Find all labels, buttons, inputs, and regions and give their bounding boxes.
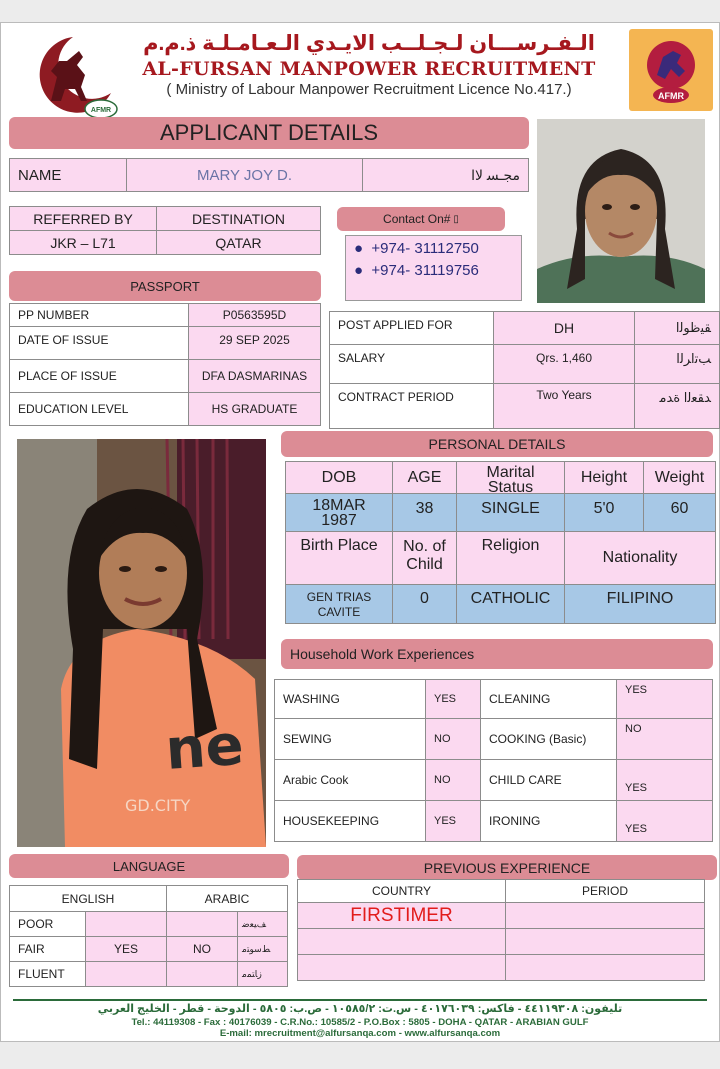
applicant-details-heading: APPLICANT DETAILS [9, 117, 529, 149]
arabic-column: ARABIC [166, 885, 288, 912]
weight-label: Weight [643, 461, 716, 494]
horse-logo-left [21, 31, 121, 123]
marital-status-label: Marital Status [456, 461, 565, 494]
age-value: 38 [392, 493, 457, 532]
phone-icon: ▯ [453, 213, 459, 225]
language-level: POOR [9, 911, 86, 937]
svg-text:GD.CITY: GD.CITY [125, 796, 191, 815]
place-of-issue-value: DFA DASMARINAS [188, 359, 321, 393]
contact-number-1: ● +974- 31112750 [354, 240, 479, 257]
contact-numbers [345, 235, 522, 301]
svg-text:AFMR: AFMR [658, 91, 684, 101]
household-task: CLEANING [480, 679, 617, 719]
education-level-value: HS GRADUATE [188, 392, 321, 426]
household-answer: YES [425, 800, 481, 842]
destination-label: DESTINATION [156, 206, 321, 231]
household-answer: YES [616, 759, 713, 801]
contract-period-label: CONTRACT PERIOD [329, 383, 494, 429]
contract-period-arabic: ﺪﻘﻌﻟﺍ ﺓﺪﻣ [634, 383, 720, 429]
household-answer: NO [616, 718, 713, 760]
nationality-value: FILIPINO [564, 584, 716, 624]
religion-label: Religion [456, 531, 565, 585]
period-label: PERIOD [505, 879, 705, 903]
marital-status-value: SINGLE [456, 493, 565, 532]
education-level-label: EDUCATION LEVEL [9, 392, 189, 426]
company-arabic-name: الـفـرســـان لـجـلــب الايـدي الـعـامـلـة ذ.م.م [143, 32, 595, 55]
applicant-headshot [537, 119, 705, 303]
licence-line: ( Ministry of Labour Manpower Recruitment Licence No.417.) [166, 81, 572, 98]
language-heading: LANGUAGE [9, 854, 289, 878]
contact-heading [337, 207, 505, 231]
name-label: NAME [9, 158, 127, 192]
no-of-child-label: No. of Child [392, 531, 457, 585]
religion-value: CATHOLIC [456, 584, 565, 624]
period-value [505, 902, 705, 929]
country-value: FIRSTIMER [297, 902, 506, 929]
footer-contact: Tel.: 44119308 - Fax : 40176039 - C.R.No.: 10585/2 - P.O.Box : 5805 - DOHA - QATAR - ARABIAN GULF [131, 1017, 589, 1028]
footer-divider [13, 999, 707, 1001]
english-level-value [85, 911, 167, 937]
weight-value: 60 [643, 493, 716, 532]
salary-value: Qrs. 1,460 [493, 344, 635, 384]
contact-label: Contact On# [383, 212, 451, 226]
height-value: 5'0 [564, 493, 644, 532]
household-answer: YES [616, 800, 713, 842]
footer-arabic: تليفون: ٤٤١١٩٣٠٨ - فاكس: ٤٠١٧٦٠٣٩ - س.ت: ١٠٥٨٥/٢ - ص.ب: ٥٨٠٥ - الدوحة - قطر - الخليج العربي [97, 1003, 623, 1015]
birth-place-value: GEN TRIAS CAVITE [285, 584, 393, 624]
salary-label: SALARY [329, 344, 494, 384]
height-label: Height [564, 461, 644, 494]
post-applied-label: POST APPLIED FOR [329, 311, 494, 345]
age-label: AGE [392, 461, 457, 494]
country-empty-row [297, 928, 506, 955]
country-label: COUNTRY [297, 879, 506, 903]
previous-experience-heading: PREVIOUS EXPERIENCE [297, 855, 717, 880]
english-level-value [85, 961, 167, 987]
post-applied-arabic: ﻘﯿﻇﻮﻟﺍ [634, 311, 720, 345]
household-answer: YES [425, 679, 481, 719]
language-level-arabic: ﺯﺎﺘﻤﻣ [237, 961, 288, 987]
dob-value: 18MAR 1987 [285, 493, 393, 532]
household-task: WASHING [274, 679, 426, 719]
footer-email: E-mail: mrecruitment@alfursanqa.com - www.alfursanqa.com [219, 1028, 501, 1039]
referred-by-label: REFERRED BY [9, 206, 157, 231]
pp-number-value: P0563595D [188, 303, 321, 327]
contract-period-value: Two Years [493, 383, 635, 429]
passport-heading: PASSPORT [9, 271, 321, 301]
language-level-arabic: ﻂﺳﻮﺘﻣ [237, 936, 288, 962]
name-arabic: ﻣﺠـﺴ ﻻﺍ [362, 158, 529, 192]
language-level: FLUENT [9, 961, 86, 987]
household-answer: YES [616, 679, 713, 719]
household-task: COOKING (Basic) [480, 718, 617, 760]
english-column: ENGLISH [9, 885, 167, 912]
company-name: AL-FURSAN MANPOWER RECRUITMENT [142, 58, 596, 80]
birth-place-label: Birth Place [285, 531, 393, 585]
contact-number-2: ● +974- 31119756 [354, 262, 479, 279]
svg-text:ne: ne [163, 712, 246, 783]
personal-details-heading: PERSONAL DETAILS [281, 431, 713, 457]
svg-text:AFMR: AFMR [90, 107, 112, 114]
nationality-label: Nationality [564, 531, 716, 585]
household-task: HOUSEKEEPING [274, 800, 426, 842]
language-level: FAIR [9, 936, 86, 962]
arabic-level-value [166, 961, 238, 987]
place-of-issue-label: PLACE OF ISSUE [9, 359, 189, 393]
salary-arabic: ﺐﺗﺍﺮﻟﺍ [634, 344, 720, 384]
household-answer: NO [425, 759, 481, 801]
household-heading: Household Work Experiences [281, 639, 713, 669]
household-task: IRONING [480, 800, 617, 842]
post-applied-value: DH [493, 311, 635, 345]
arabic-level-value [166, 911, 238, 937]
language-level-arabic: ﻒﯿﻌﺿ [237, 911, 288, 937]
household-task: Arabic Cook [274, 759, 426, 801]
dob-label: DOB [285, 461, 393, 494]
date-of-issue-value: 29 SEP 2025 [188, 326, 321, 360]
period-empty-row [505, 928, 705, 955]
referred-by-value: JKR – L71 [9, 230, 157, 255]
applicant-full-photo [17, 439, 266, 847]
household-task: SEWING [274, 718, 426, 760]
application-form [0, 22, 720, 1042]
name-value: MARY JOY D. [126, 158, 363, 192]
english-level-value: YES [85, 936, 167, 962]
country-empty-row [297, 954, 506, 981]
household-answer: NO [425, 718, 481, 760]
household-task: CHILD CARE [480, 759, 617, 801]
no-of-child-value: 0 [392, 584, 457, 624]
period-empty-row [505, 954, 705, 981]
arabic-level-value: NO [166, 936, 238, 962]
date-of-issue-label: DATE OF ISSUE [9, 326, 189, 360]
destination-value: QATAR [156, 230, 321, 255]
afmr-logo-right [629, 29, 713, 111]
pp-number-label: PP NUMBER [9, 303, 189, 327]
